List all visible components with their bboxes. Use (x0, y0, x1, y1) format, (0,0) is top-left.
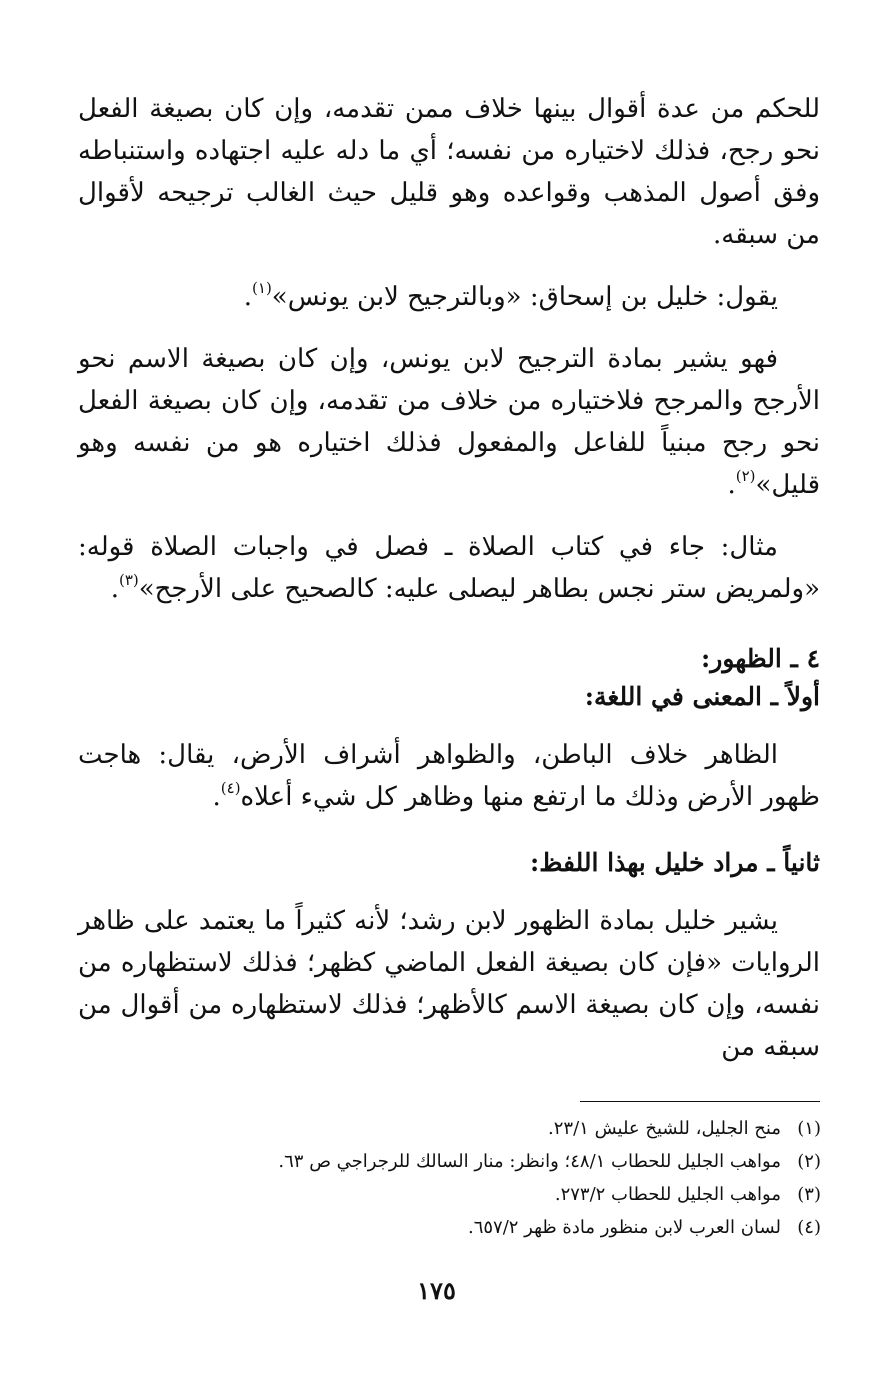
subheading-language-meaning: أولاً ـ المعنى في اللغة: (584, 682, 820, 711)
paragraph-4: مثال: جاء في كتاب الصلاة ـ فصل في واجبات الصلاة قوله: «ولمريض ستر نجس بطاهر ليصلى عليه: كالصحيح على الأرجح»$^{(٣)}$. (78, 532, 820, 604)
footnote-text: مواهب الجليل للحطاب ٢٧٣/٢. (554, 1184, 781, 1205)
paragraph-6: يشير خليل بمادة الظهور لابن رشد؛ لأنه كثيراً ما يعتمد على ظاهر الروايات «فإن كان بصيغة الفعل الماضي كظهر؛ فذلك لاستظهاره من نفسه، وإن كان بصيغة الاسم كالأظهر؛ فذلك لاستظهاره من أقوال من سبقه من (78, 906, 820, 1062)
footnote-ref-2: (٢) (735, 467, 756, 485)
footnote-ref-4: (٤) (220, 779, 241, 797)
paragraph-4-text: مثال: جاء في كتاب الصلاة ـ فصل في واجبات الصلاة قوله: «ولمريض ستر نجس بطاهر ليصلى عليه: كالصحيح على الأرجح» (78, 532, 820, 604)
footnote-separator (580, 1101, 820, 1102)
page-body (78, 88, 820, 1068)
footnote-4 (79, 1211, 821, 1244)
footnote-number: (١) (797, 1118, 821, 1139)
footnote-3 (79, 1178, 821, 1211)
paragraph-5-text: الظاهر خلاف الباطن، والظواهر أشراف الأرض، يقال: هاجت ظهور الأرض وذلك ما ارتفع منها وظاهر كل شيء أعلاه (78, 740, 820, 812)
section-heading: ٤ ـ الظهور: (701, 644, 820, 673)
footnote-text: مواهب الجليل للحطاب ٤٨/١؛ وانظر: منار السالك للرجراجي ص ٦٣. (278, 1151, 781, 1172)
subheading-khalil-meaning: ثانياً ـ مراد خليل بهذا اللفظ: (529, 848, 820, 877)
footnote-ref-1: (١) (252, 279, 272, 297)
paragraph-2-text: يقول: خليل بن إسحاق: «وبالترجيح لابن يونس» (271, 282, 778, 312)
footnote-1 (79, 1112, 821, 1145)
paragraph-3: فهو يشير بمادة الترجيح لابن يونس، وإن كان بصيغة الاسم نحو الأرجح والمرجح فلاختياره من خلاف من تقدمه، وإن كان بصيغة الفعل نحو رجح مبنياً للفاعل والمفعول فذلك اختياره هو من نفسه وهو قليل»$^{(٢)}$. (78, 344, 820, 500)
footnote-text: منح الجليل، للشيخ عليش ٢٣/١. (548, 1118, 781, 1139)
paragraph-2: يقول: خليل بن إسحاق: «وبالترجيح لابن يونس»$^{(١)}$. (243, 279, 778, 312)
footnote-number: (٣) (797, 1184, 821, 1205)
footnote-number: (٤) (797, 1217, 821, 1238)
footnotes (79, 1112, 821, 1244)
paragraph-3-text: فهو يشير بمادة الترجيح لابن يونس، وإن كان بصيغة الاسم نحو الأرجح والمرجح فلاختياره من خلاف من تقدمه، وإن كان بصيغة الفعل نحو رجح مبنياً للفاعل والمفعول فذلك اختياره هو من نفسه وهو قليل» (78, 344, 820, 500)
footnote-2 (79, 1145, 821, 1178)
page-number: ١٧٥ (417, 1276, 456, 1305)
footnote-number: (٢) (797, 1151, 821, 1172)
footnote-text: لسان العرب لابن منظور مادة ظهر ٦٥٧/٢. (467, 1217, 781, 1238)
paragraph-1: للحكم من عدة أقوال بينها خلاف ممن تقدمه، وإن كان بصيغة الفعل نحو رجح، فذلك لاختياره من نفسه؛ أي ما دله عليه اجتهاده واستنباطه وفق أصول المذهب وقواعده وهو قليل حيث الغالب ترجيحه لأقوال من سبقه. (78, 94, 820, 250)
footnote-ref-3: (٣) (118, 571, 139, 589)
paragraph-5: الظاهر خلاف الباطن، والظواهر أشراف الأرض، يقال: هاجت ظهور الأرض وذلك ما ارتفع منها وظاهر كل شيء أعلاه$^{(٤)}$. (78, 740, 820, 812)
